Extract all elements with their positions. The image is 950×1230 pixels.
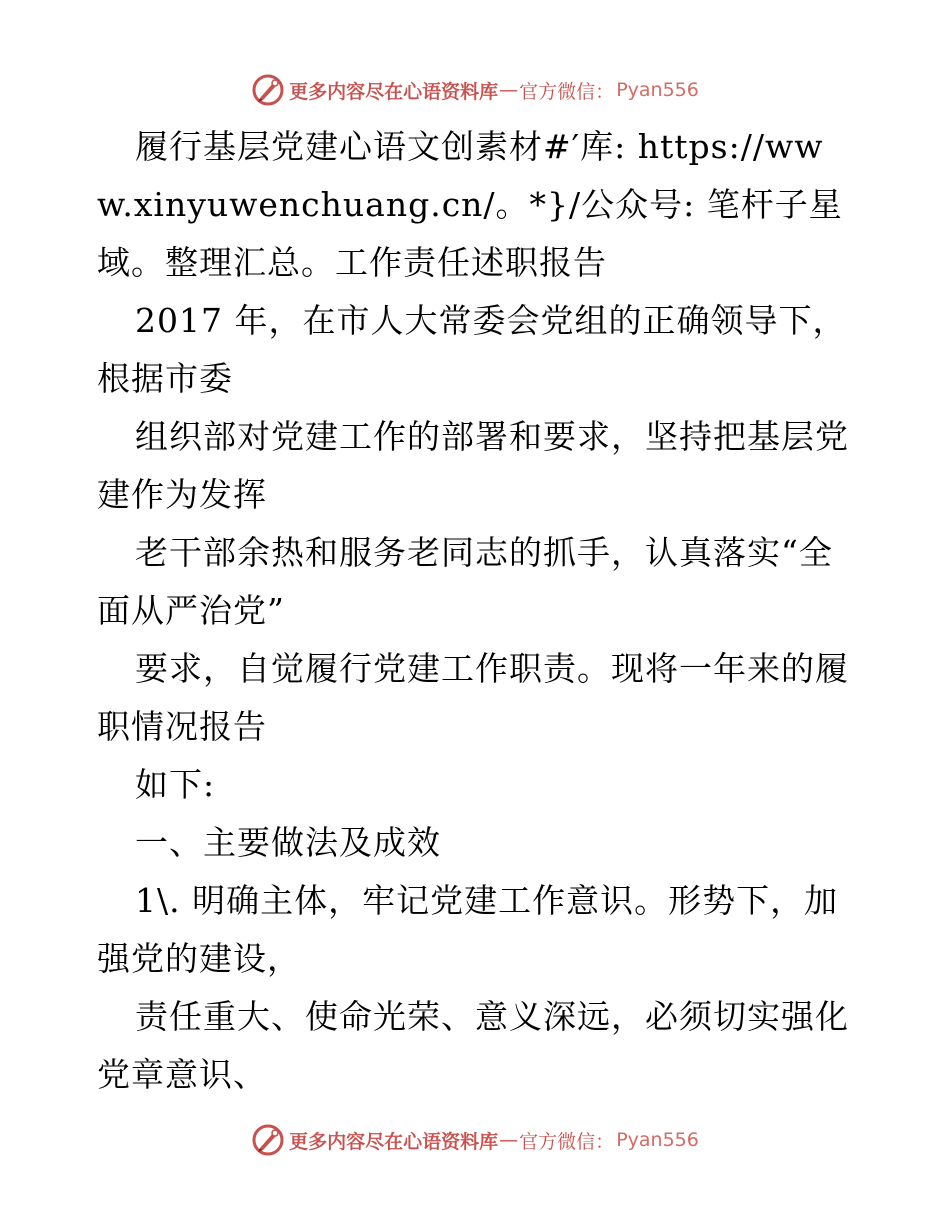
banner-wechat-id: Pyan556 <box>616 1129 699 1151</box>
section-heading: 一、主要做法及成效 <box>135 823 441 862</box>
quill-pen-logo-icon <box>251 1123 285 1157</box>
banner-dash: — <box>499 1129 519 1151</box>
paragraph: 责任重大、使命光荣、意义深远，必须切实强化党章意识、 <box>97 997 849 1094</box>
quill-pen-logo-icon <box>251 73 285 107</box>
banner-wechat-id: Pyan556 <box>616 79 699 101</box>
paragraph: 要求，自觉履行党建工作职责。现将一年来的履职情况报告 <box>97 649 849 746</box>
paragraph: 老干部余热和服务老同志的抓手，认真落实“全面从严治党” <box>97 533 833 630</box>
paragraph: 1\. 明确主体，牢记党建工作意识。形势下，加强党的建设， <box>97 881 839 978</box>
header-watermark-banner <box>0 70 950 110</box>
footer-watermark-banner <box>0 1120 950 1160</box>
paragraph: 2017 年，在市人大常委会党组的正确领导下，根据市委 <box>97 301 847 398</box>
banner-slogan: 更多内容尽在心语资料库 <box>289 1130 499 1153</box>
paragraph: 组织部对党建工作的部署和要求，坚持把基层党建作为发挥 <box>97 417 849 514</box>
document-body <box>97 118 857 1104</box>
banner-dash: — <box>499 79 519 101</box>
paragraph: 如下: <box>135 765 216 804</box>
banner-official-label: 官方微信： <box>519 80 615 103</box>
paragraph-title-line: 履行基层党建心语文创素材#′库: https://www.xinyuwenchuang.cn/。*}/公众号: 笔杆子星域。整理汇总。工作责任述职报告 <box>97 127 843 282</box>
banner-slogan: 更多内容尽在心语资料库 <box>289 80 499 103</box>
banner-official-label: 官方微信： <box>519 1130 615 1153</box>
